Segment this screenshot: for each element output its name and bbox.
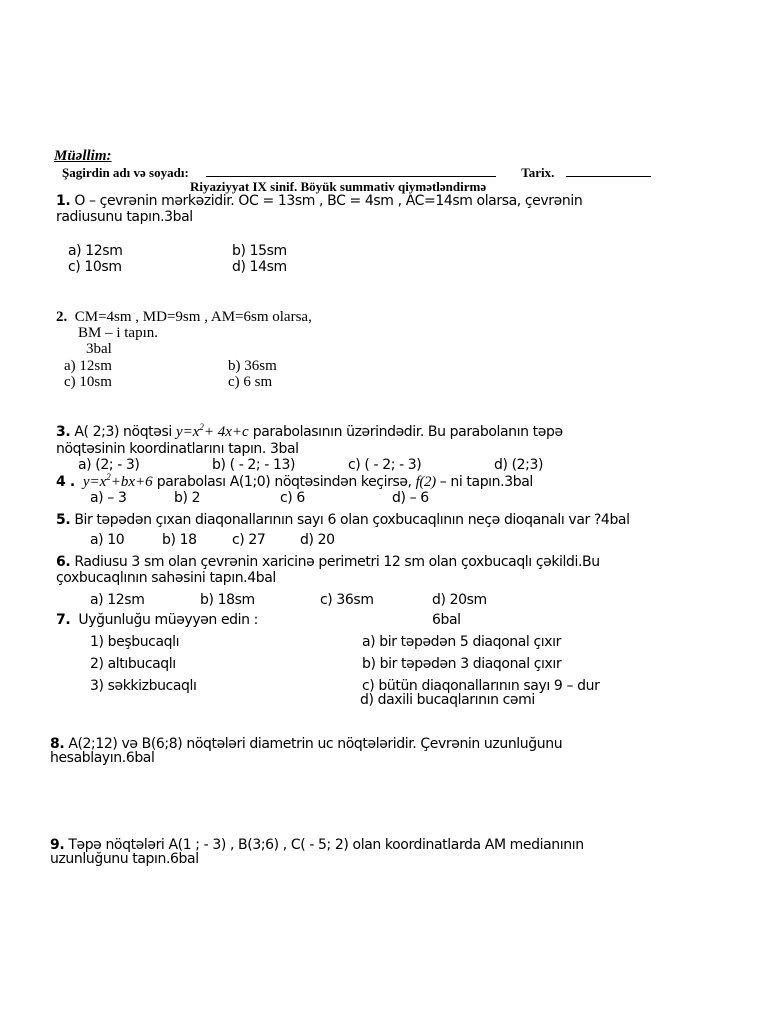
q3-formula-exp: 2: [199, 422, 204, 432]
q5-line: Bir təpədən çıxan diaqonallarının sayı 6 olan çoxbucaqlının neçə dioqanalı var ?4bal: [74, 512, 630, 528]
q2-text-line1: [56, 309, 312, 326]
q2-option-d[interactable]: c) 6 sm: [228, 374, 273, 390]
q4-option-b[interactable]: b) 2: [174, 490, 201, 506]
q3-formula: [176, 424, 249, 440]
q8-text-line2: hesablayın.6bal: [50, 750, 155, 766]
q7-right-item-a: a) bir təpədən 5 diaqonal çıxır: [362, 634, 561, 650]
q1-option-c[interactable]: c) 10sm: [68, 259, 122, 275]
q3-formula-b: + 4x+c: [203, 424, 249, 440]
q6-line1: Radiusu 3 sm olan çevrənin xaricinə perimetri 12 sm olan çoxbucaqlı çəkildi.Bu: [74, 554, 600, 570]
q2-number: 2.: [56, 309, 68, 325]
q6-option-c[interactable]: c) 36sm: [320, 592, 374, 608]
q4-formula-f: f(2): [415, 474, 436, 490]
q4-text: [56, 474, 533, 491]
q4-mid: parabolası A(1;0) nöqtəsindən keçirsə,: [152, 474, 416, 490]
q2-text-line2: BM – i tapın.: [78, 325, 159, 341]
q3-text-line1: [56, 424, 563, 441]
q1-option-b[interactable]: b) 15sm: [232, 243, 287, 259]
q1-option-d[interactable]: d) 14sm: [232, 259, 287, 275]
q2-option-c[interactable]: c) 10sm: [64, 374, 112, 390]
q5-option-c[interactable]: c) 27: [232, 532, 266, 548]
q6-text-line1: [56, 554, 600, 571]
q7-line: Uyğunluğu müəyyən edin :: [78, 612, 258, 628]
q6-option-a[interactable]: a) 12sm: [90, 592, 145, 608]
q4-formula-exp: 2: [106, 472, 111, 482]
q3-number: 3.: [56, 424, 71, 440]
q1-number: 1.: [56, 193, 71, 209]
q4-option-d[interactable]: d) – 6: [392, 490, 429, 506]
q4-post: – ni tapın.3bal: [435, 474, 533, 490]
q3-option-d[interactable]: d) (2;3): [494, 457, 544, 473]
q1-text-line2: radiusunu tapın.3bal: [56, 209, 193, 225]
q8-number: 8.: [50, 736, 65, 752]
q5-option-a[interactable]: a) 10: [90, 532, 125, 548]
q9-number: 9.: [50, 837, 65, 853]
student-name-blank[interactable]: [206, 164, 496, 177]
teacher-label: Müəllim:: [54, 148, 112, 164]
q3-text-line2: nöqtəsinin koordinatlarını tapın. 3bal: [56, 441, 299, 457]
q7-right-item-d: d) daxili bucaqlarının cəmi: [360, 692, 535, 708]
q4-formula-a: y=x: [82, 474, 107, 490]
q8-line1: A(2;12) və B(6;8) nöqtələri diametrin uc nöqtələridir. Çevrənin uzunluğunu: [64, 736, 563, 752]
q6-option-d[interactable]: d) 20sm: [432, 592, 487, 608]
q5-option-d[interactable]: d) 20: [300, 532, 335, 548]
q3-post: parabolasının üzərindədir. Bu parabolanın təpə: [248, 424, 563, 440]
date-blank[interactable]: [566, 164, 651, 177]
q5-number: 5.: [56, 512, 71, 528]
q7-left-item-3: 3) səkkizbucaqlı: [90, 678, 197, 694]
student-name-label: Şagirdin adı və soyadı:: [62, 165, 189, 180]
q2-option-a[interactable]: a) 12sm: [64, 358, 112, 374]
q1-line1: O – çevrənin mərkəzidir. OC = 13sm , BC = 4sm , AC=14sm olarsa, çevrənin: [74, 193, 583, 209]
q1-text-line1: [56, 193, 582, 210]
q3-formula-a: y=x: [175, 424, 200, 440]
q2-line1: CM=4sm , MD=9sm , AM=6sm olarsa,: [74, 309, 312, 325]
q9-line1: Təpə nöqtələri A(1 ; - 3) , B(3;6) , C( - 5; 2) olan koordinatlarda AM medianının: [68, 837, 584, 853]
q7-number: 7.: [56, 612, 71, 628]
q4-option-c[interactable]: c) 6: [280, 490, 305, 506]
q7-right-item-b: b) bir təpədən 3 diaqonal çıxır: [362, 656, 562, 672]
q5-text: [56, 512, 630, 529]
page-title: Riyaziyyat IX sinif. Böyük summativ qiymətləndirmə: [190, 179, 487, 194]
q6-text-line2: çoxbucaqlının sahəsini tapın.4bal: [56, 570, 276, 586]
q4-option-a[interactable]: a) – 3: [90, 490, 127, 506]
q9-text-line2: uzunluğunu tapın.6bal: [50, 851, 199, 867]
q3-pre: A( 2;3) nöqtəsi: [74, 424, 176, 440]
q7-text: [56, 612, 258, 629]
q2-points: 3bal: [86, 341, 112, 357]
q5-option-b[interactable]: b) 18: [162, 532, 197, 548]
q3-option-c[interactable]: c) ( - 2; - 3): [348, 457, 422, 473]
q6-option-b[interactable]: b) 18sm: [200, 592, 255, 608]
q4-formula-b: +bx+6: [110, 474, 153, 490]
q4-formula: [83, 474, 153, 490]
q7-left-item-2: 2) altıbucaqlı: [90, 656, 176, 672]
date-label: Tarix.: [521, 165, 555, 180]
q3-option-b[interactable]: b) ( - 2; - 13): [212, 457, 296, 473]
q4-number: 4 .: [56, 474, 75, 490]
q3-option-a[interactable]: a) (2; - 3): [78, 457, 140, 473]
q1-option-a[interactable]: a) 12sm: [68, 243, 123, 259]
q7-right-item-c: c) bütün diaqonallarının sayı 9 – dur: [362, 678, 600, 694]
q7-points: 6bal: [432, 612, 461, 628]
q6-number: 6.: [56, 554, 71, 570]
q7-left-item-1: 1) beşbucaqlı: [90, 634, 180, 650]
q2-option-b[interactable]: b) 36sm: [228, 358, 277, 374]
